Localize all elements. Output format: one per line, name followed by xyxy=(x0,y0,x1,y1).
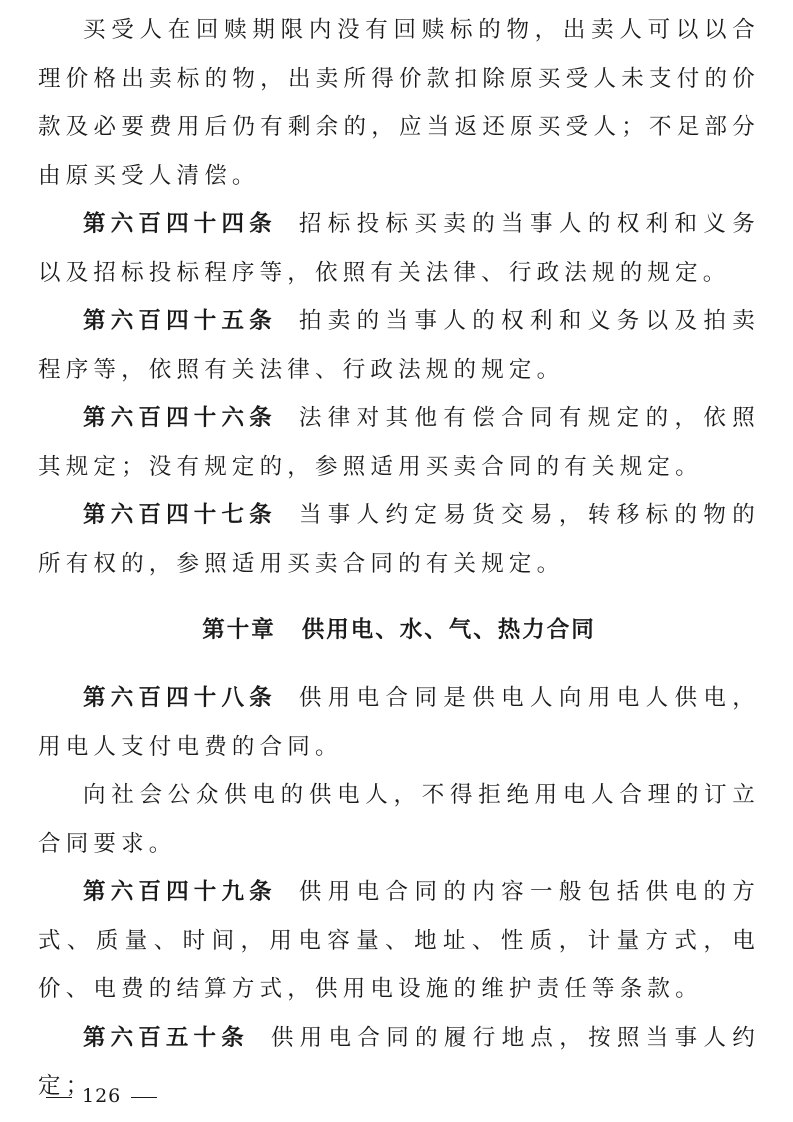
article-paragraph xyxy=(38,297,760,394)
paragraph-text: 拍卖的当事人的权利和义务以及拍卖程序等，依照有关法律、行政法规的规定。 xyxy=(38,308,760,383)
article-paragraph xyxy=(38,200,760,297)
paragraph-text: 法律对其他有偿合同有规定的，依照其规定；没有规定的，参照适用买卖合同的有关规定。 xyxy=(38,405,760,480)
article-paragraph xyxy=(38,394,760,491)
footer-dash-right xyxy=(131,1097,157,1098)
page-number: 126 xyxy=(82,1085,122,1107)
paragraph-text: 买受人在回赎期限内没有回赎标的物，出卖人可以以合理价格出卖标的物，出卖所得价款扣除原买受人未支付的价款及必要费用后仍有剩余的，应当返还原买受人；不足部分由原买受人清偿。 xyxy=(38,17,760,189)
chapter-heading xyxy=(38,606,760,654)
chapter-number: 第十章 xyxy=(202,617,276,643)
paragraph-text: 供用电合同的履行地点，按照当事人约定； xyxy=(38,1024,760,1099)
article-number: 第六百五十条 xyxy=(83,1024,249,1051)
footer-dash-left xyxy=(46,1097,72,1098)
paragraph-text: 供用电合同是供电人向用电人供电，用电人支付电费的合同。 xyxy=(38,685,760,760)
article-number: 第六百四十六条 xyxy=(83,405,277,431)
paragraph-text: 供用电合同的内容一般包括供电的方式、质量、时间，用电容量、地址、性质，计量方式，电价、电费的结算方式，供用电设施的维护责任等条款。 xyxy=(38,879,760,1002)
article-paragraph xyxy=(38,868,760,1014)
paragraph-text: 当事人约定易货交易，转移标的物的所有权的，参照适用买卖合同的有关规定。 xyxy=(38,502,760,577)
paragraph xyxy=(38,771,760,868)
article-number: 第六百四十八条 xyxy=(83,685,277,711)
paragraph xyxy=(38,6,760,200)
article-number: 第六百四十五条 xyxy=(83,308,277,334)
document-page xyxy=(38,6,760,1111)
article-paragraph xyxy=(38,491,760,588)
article-number: 第六百四十七条 xyxy=(83,502,277,528)
chapter-title: 供用电、水、气、热力合同 xyxy=(301,617,596,643)
paragraph-text: 招标投标买卖的当事人的权利和义务以及招标投标程序等，依照有关法律、行政法规的规定。 xyxy=(38,211,760,286)
paragraph-text: 向社会公众供电的供电人，不得拒绝用电人合理的订立合同要求。 xyxy=(38,782,760,857)
page-footer xyxy=(36,1085,167,1107)
article-number: 第六百四十九条 xyxy=(83,879,277,905)
article-number: 第六百四十四条 xyxy=(83,211,277,237)
article-paragraph xyxy=(38,674,760,771)
